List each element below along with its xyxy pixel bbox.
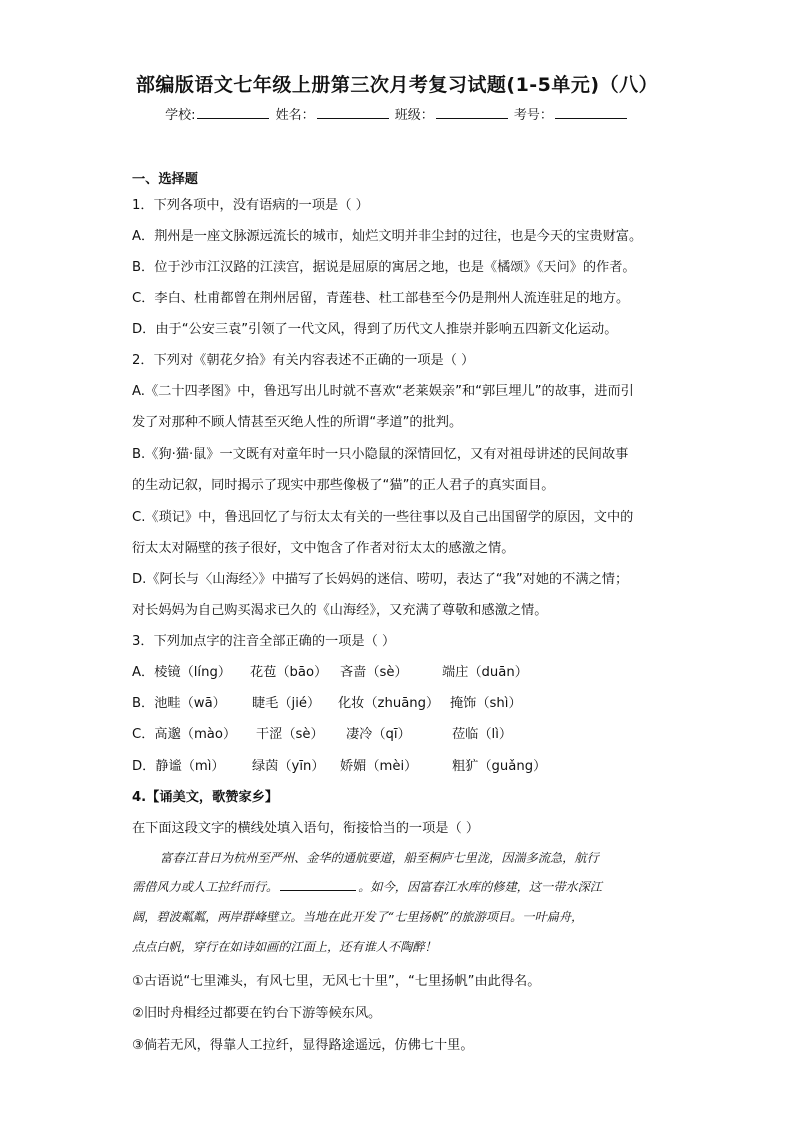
q3-d-item: 绿茵（yīn）: [252, 759, 325, 774]
q4-stem: 在下面这段文字的横线处填入语句，衔接恰当的一项是（ ）: [132, 821, 480, 836]
q4-passage-line4: 点点白帆，穿行在如诗如画的江面上，还有谁人不陶醉！: [132, 940, 437, 954]
q4-sentence-3: ③倘若无风，得靠人工拉纤，显得路途遥远，仿佛七十里。: [132, 1038, 474, 1053]
q4-sentence-1: ①古语说“七里滩头，有风七里，无风七十里”，“七里扬帆”由此得名。: [132, 974, 541, 989]
q2-option-d-line2: 对长妈妈为自己购买渴求已久的《山海经》，又充满了尊敬和感激之情。: [132, 603, 548, 618]
q4-heading: 4.【诵美文，歌赞家乡】: [132, 790, 279, 805]
q2-option-b-line2: 的生动记叙，同时揭示了现实中那些像极了“猫”的正人君子的真实面目。: [132, 478, 555, 493]
q1-option-b: B．位于沙市江汉路的江渎宫，据说是屈原的寓居之地，也是《橘颂》《天问》的作者。: [132, 260, 636, 275]
q3-stem: 3．下列加点字的注音全部正确的一项是（ ）: [132, 634, 396, 649]
q3-a-item: 端庄（duān）: [442, 665, 528, 680]
q4-passage-line2: [132, 878, 670, 895]
q3-c-item: 莅临（lì）: [452, 727, 513, 742]
q3-d-item: D．静谧（mì）: [132, 759, 225, 774]
q3-a-item: A．棱镜（líng）: [132, 665, 232, 680]
q3-b-item: 睫毛（jié）: [252, 696, 321, 711]
q2-option-c-line1: C.《琐记》中，鲁迅回忆了与衍太太有关的一些往事以及自己出国留学的原因，文中的: [132, 510, 634, 525]
q2-option-a-line1: A.《二十四孝图》中，鲁迅写出儿时就不喜欢“老莱娱亲”和“郭巨埋儿”的故事，进而引: [132, 384, 634, 399]
name-label: 姓名：: [275, 108, 315, 123]
q2-stem: 2．下列对《朝花夕拾》有关内容表述不正确的一项是（ ）: [132, 353, 475, 368]
q3-d-item: 娇媚（mèi）: [340, 759, 418, 774]
page-title: 部编版语文七年级上册第三次月考复习试题(1-5单元)（八）: [135, 74, 659, 96]
q1-option-c: C．李白、杜甫都曾在荆州居留，青莲巷、杜工部巷至今仍是荆州人流连驻足的地方。: [132, 291, 630, 306]
q3-option-a: [132, 661, 528, 680]
q2-option-a-line2: 发了对那种不顾人情甚至灭绝人性的所谓“孝道”的批判。: [132, 415, 463, 430]
q3-option-c: [132, 723, 512, 742]
q1-stem: 1．下列各项中，没有语病的一项是（ ）: [132, 198, 369, 213]
school-blank[interactable]: [197, 106, 269, 119]
q4-sentence-2: ②旧时舟楫经过都要在钓台下游等候东风。: [132, 1006, 382, 1021]
q3-option-b: [132, 692, 522, 711]
school-label: 学校:: [165, 108, 196, 123]
q3-a-item: 花苞（bāo）: [250, 665, 328, 680]
q3-b-item: 掩饰（shì）: [450, 696, 522, 711]
number-blank[interactable]: [555, 106, 627, 119]
q4-passage-text: 。如今，因富春江水库的修建，这一带水深江: [358, 880, 602, 894]
q3-c-item: C．高邈（mào）: [132, 727, 237, 742]
number-label: 考号：: [513, 108, 553, 123]
q3-b-item: 化妆（zhuāng）: [338, 696, 440, 711]
name-blank[interactable]: [317, 106, 389, 119]
q2-option-d-line1: D.《阿长与〈山海经〉》中描写了长妈妈的迷信、唠叨，表达了“我”对她的不满之情；: [132, 572, 629, 587]
q3-b-item: B．池畦（wā）: [132, 696, 226, 711]
section-heading: 一、选择题: [132, 172, 198, 187]
class-blank[interactable]: [436, 106, 508, 119]
q1-option-d: D．由于“公安三袁”引领了一代文风，得到了历代文人推崇并影响五四新文化运动。: [132, 322, 618, 337]
q4-passage-text: 需借风力或人工拉纤而行。: [132, 880, 279, 894]
q4-passage-line3: 阔，碧波粼粼，两岸群峰壁立。当地在此开发了“七里扬帆”的旅游项目。一叶扁舟，: [132, 910, 584, 924]
class-label: 班级：: [394, 108, 434, 123]
student-info-row: [0, 104, 794, 123]
q4-fill-blank[interactable]: [280, 880, 356, 891]
q3-c-item: 凄冷（qī）: [346, 727, 411, 742]
q2-option-c-line2: 衍太太对隔壁的孩子很好，文中饱含了作者对衍太太的感激之情。: [132, 541, 515, 556]
q3-d-item: 粗犷（guǎng）: [452, 759, 547, 774]
q3-a-item: 吝啬（sè）: [340, 665, 408, 680]
q2-option-b-line1: B.《狗·猫·鼠》一文既有对童年时一只小隐鼠的深情回忆，又有对祖母讲述的民间故事: [132, 447, 629, 462]
q4-passage-line1: 富春江昔日为杭州至严州、金华的通航要道，船至桐庐七里泷，因湍多流急，航行: [160, 851, 599, 865]
q3-c-item: 干涩（sè）: [256, 727, 324, 742]
q3-option-d: [132, 755, 546, 774]
q1-option-a: A．荆州是一座文脉源远流长的城市，灿烂文明并非尘封的过往，也是今天的宝贵财富。: [132, 229, 643, 244]
